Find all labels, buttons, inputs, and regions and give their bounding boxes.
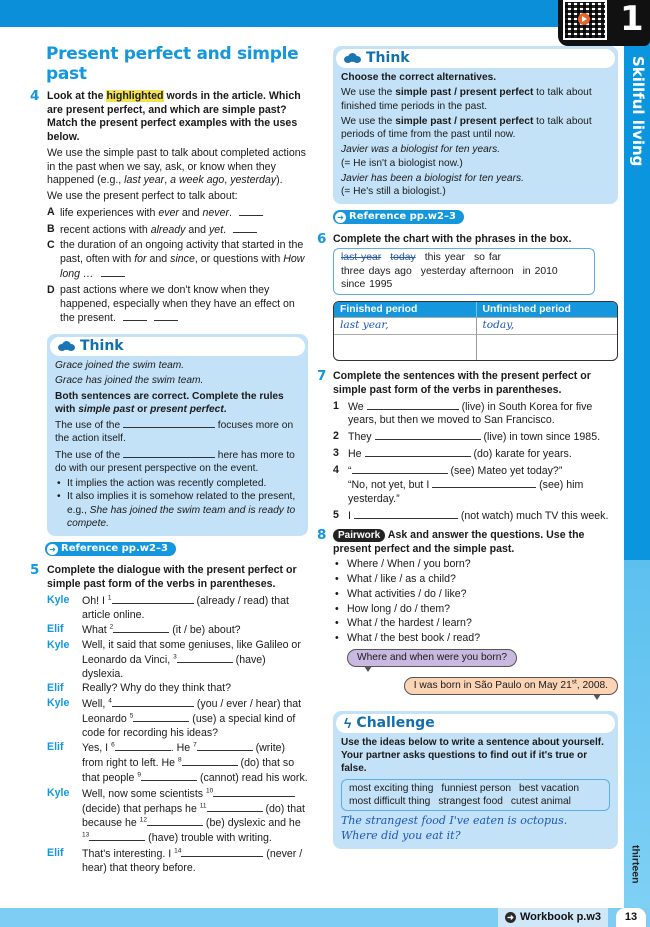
text: to talk about finished time periods in the past. bbox=[341, 87, 592, 112]
idea-item: best vacation bbox=[519, 782, 580, 794]
item-label: B bbox=[47, 222, 55, 235]
text: (cannot) read his work. bbox=[197, 772, 308, 785]
text: We use the bbox=[341, 87, 396, 99]
dialogue-line bbox=[82, 697, 308, 740]
item-number: 3 bbox=[333, 446, 339, 459]
text: yet bbox=[209, 223, 224, 236]
blank-number: 12 bbox=[139, 816, 147, 824]
text: (see) Mateo yet today?” bbox=[447, 464, 563, 477]
play-icon[interactable] bbox=[578, 13, 590, 25]
text: (do) that so that people bbox=[82, 757, 295, 785]
example-note: (= He's still a biologist.) bbox=[341, 186, 446, 197]
example-note: (= He isn't a biologist now.) bbox=[341, 157, 463, 169]
think-header bbox=[50, 337, 305, 356]
answer-blank[interactable] bbox=[112, 697, 194, 707]
text: (do) that because he bbox=[82, 802, 305, 830]
answer-blank[interactable] bbox=[154, 311, 178, 321]
text: I bbox=[348, 510, 354, 522]
right-column bbox=[317, 46, 618, 849]
answer-blank[interactable] bbox=[133, 712, 189, 722]
text: ). bbox=[276, 174, 283, 187]
text: , or questions with bbox=[194, 253, 284, 266]
answer-blank[interactable] bbox=[141, 771, 197, 781]
phrase-box bbox=[333, 248, 595, 295]
item-label: A bbox=[47, 205, 55, 218]
exercise-number: 8 bbox=[317, 526, 327, 543]
text: Grace joined the swim team. bbox=[55, 360, 185, 372]
text: How long … bbox=[60, 253, 305, 280]
text: or bbox=[134, 403, 151, 415]
text: and bbox=[185, 223, 209, 236]
sentence-item bbox=[333, 430, 618, 445]
answer-blank[interactable] bbox=[207, 802, 263, 812]
text: to talk about periods of time from the past until now. bbox=[341, 115, 592, 140]
exercise-instructions: Complete the chart with the phrases in the box. bbox=[333, 232, 572, 245]
bubble-tail bbox=[364, 666, 372, 672]
idea-item: strangest food bbox=[438, 796, 503, 808]
text: since bbox=[170, 253, 195, 266]
answer-blank[interactable] bbox=[365, 447, 471, 457]
exercise-number: 4 bbox=[30, 87, 40, 104]
dialogue-line bbox=[82, 639, 308, 681]
text: We use the simple past to talk about completed actions in the past when we say, ask, or know when they happened (e.g., bbox=[47, 146, 306, 187]
text: yesterday bbox=[230, 174, 277, 187]
text: , 2008. bbox=[576, 679, 608, 691]
dialogue-line bbox=[82, 682, 308, 696]
exercise-instructions bbox=[333, 529, 618, 557]
bubble-tail bbox=[593, 694, 601, 700]
text: Javier has been a biologist for ten years. bbox=[341, 172, 524, 184]
challenge-instructions: Use the ideas below to write a sentence about yourself. Your partner asks questions to find out if it's true or false. bbox=[341, 736, 604, 774]
bullet-item bbox=[55, 490, 300, 530]
text: Oh! I bbox=[82, 594, 108, 607]
lightning-icon: ϟ bbox=[344, 715, 352, 732]
column-header: Finished period bbox=[334, 302, 476, 318]
idea-item: cutest animal bbox=[510, 796, 571, 808]
text: . bbox=[223, 223, 227, 236]
reference-label: Reference pp.w2–3 bbox=[349, 211, 456, 223]
unit-number: 1 bbox=[620, 0, 644, 39]
text: (already / read) that article online. bbox=[82, 594, 289, 621]
rule-2 bbox=[55, 448, 300, 476]
think-header bbox=[336, 49, 615, 68]
text: I was born in São Paulo on May 21 bbox=[413, 679, 572, 691]
sentence-item bbox=[333, 447, 618, 462]
exercise-8 bbox=[317, 526, 618, 701]
chart-cell[interactable]: today, bbox=[476, 317, 618, 334]
exercise-number: 6 bbox=[317, 230, 327, 247]
answer-blank[interactable] bbox=[352, 464, 448, 474]
text: Ask and answer the questions. Use the present perfect and the simple past. bbox=[333, 528, 585, 555]
text: life experiences with bbox=[60, 206, 159, 219]
phrase: in 2010 bbox=[522, 265, 558, 277]
speech-bubbles bbox=[333, 649, 618, 701]
use-item bbox=[47, 239, 308, 281]
top-band bbox=[0, 0, 650, 27]
text: st bbox=[571, 678, 577, 686]
answer-blank[interactable] bbox=[123, 418, 215, 428]
answer-chart bbox=[333, 301, 618, 361]
item-label: C bbox=[47, 239, 55, 252]
text: a week ago bbox=[170, 174, 225, 187]
answer-blank[interactable] bbox=[123, 448, 215, 458]
text: simple past bbox=[78, 403, 135, 415]
phrase: three days ago bbox=[341, 265, 412, 277]
text: and bbox=[178, 206, 203, 219]
use-item bbox=[47, 284, 308, 326]
text: (live) in South Korea for five years, but then we moved to San Francisco. bbox=[348, 400, 593, 427]
text: (see) him yesterday.” bbox=[348, 479, 584, 506]
use-item bbox=[47, 223, 308, 238]
text: They bbox=[348, 431, 375, 444]
reference-label: Reference pp.w2–3 bbox=[61, 543, 168, 555]
text: (have) trouble with writing. bbox=[145, 832, 272, 845]
text: (you / ever / hear) that Leonardo bbox=[82, 698, 302, 725]
blank-number: 1 bbox=[107, 594, 112, 602]
text: (have) dyslexia. bbox=[82, 653, 266, 680]
reference-link[interactable] bbox=[45, 542, 176, 556]
text: “No, not yet, but I bbox=[348, 479, 433, 492]
thought-cloud-icon bbox=[344, 53, 361, 64]
rule-2 bbox=[341, 115, 610, 142]
text: Well, it said that some geniuses, like Galileo or Leonardo da Vinci, bbox=[82, 639, 301, 666]
item-label: D bbox=[47, 283, 55, 296]
text: for bbox=[134, 253, 147, 266]
example-question: Where did you eat it? bbox=[341, 829, 461, 843]
section-title: Present perfect and simple past bbox=[46, 44, 299, 85]
exercise-number: 5 bbox=[30, 562, 40, 579]
speech-bubble-answer bbox=[404, 677, 618, 695]
workbook-link[interactable] bbox=[498, 908, 608, 927]
speaker-name: Kyle bbox=[47, 593, 70, 606]
item-number: 4 bbox=[333, 463, 339, 476]
blank-number: 13 bbox=[82, 831, 90, 839]
phrase: last year bbox=[341, 252, 382, 264]
chart-cell[interactable] bbox=[334, 334, 476, 360]
text: Javier was a biologist for ten years. bbox=[341, 144, 501, 156]
blank-number: 4 bbox=[108, 697, 112, 705]
question-list bbox=[333, 558, 618, 646]
speaker-name: Elif bbox=[47, 623, 64, 636]
text: “ bbox=[348, 464, 352, 477]
left-column bbox=[30, 44, 308, 876]
answer-blank[interactable] bbox=[101, 267, 125, 277]
text: (use) a special kind of code for recording his ideas? bbox=[82, 712, 296, 739]
answer-blank[interactable] bbox=[89, 831, 145, 841]
chart-cell[interactable] bbox=[476, 334, 618, 360]
answer-blank[interactable] bbox=[181, 847, 263, 857]
text: What bbox=[82, 624, 110, 637]
text: and bbox=[146, 253, 171, 266]
blank-number: 10 bbox=[206, 787, 214, 795]
text: , bbox=[164, 174, 171, 187]
exercise-instructions: Complete the sentences with the present perfect or simple past form of the verbs in parentheses. bbox=[333, 370, 591, 396]
answer-blank[interactable] bbox=[367, 400, 459, 410]
dialogue-line bbox=[82, 741, 308, 785]
arrow-right-icon: ➜ bbox=[47, 544, 58, 555]
challenge-label: Challenge bbox=[356, 715, 435, 732]
exercise-number: 7 bbox=[317, 368, 327, 385]
text: . bbox=[223, 403, 227, 415]
text: We use the bbox=[341, 115, 396, 127]
think-instructions: Choose the correct alternatives. bbox=[341, 72, 497, 83]
sentence-item bbox=[333, 464, 618, 507]
bullet-item: • It implies the action was recently completed. bbox=[55, 477, 300, 490]
dialogue-line bbox=[82, 847, 308, 876]
text: Well, bbox=[82, 698, 109, 711]
item-number: 1 bbox=[333, 399, 339, 412]
text: Look at the bbox=[47, 89, 107, 102]
text: here has more to do with our present perspective on the event. bbox=[55, 449, 295, 474]
exercise-7 bbox=[317, 368, 618, 524]
dialogue-line bbox=[82, 623, 308, 638]
use-item bbox=[47, 206, 308, 221]
text: Yes, I bbox=[82, 742, 112, 755]
speaker-name: Kyle bbox=[47, 639, 70, 652]
blank-number: 8 bbox=[177, 756, 182, 764]
idea-item: most difficult thing bbox=[349, 796, 431, 808]
text: last year bbox=[124, 174, 165, 187]
text: recent actions with bbox=[60, 223, 151, 236]
blank-number: 2 bbox=[109, 623, 114, 631]
text: We bbox=[348, 400, 367, 413]
text: (write) from right to left. He bbox=[82, 742, 286, 770]
exercise-5 bbox=[30, 564, 308, 876]
page-number: 13 bbox=[616, 908, 646, 927]
example-sentence bbox=[341, 172, 610, 185]
question-item: • What / the best book / read? bbox=[333, 632, 618, 646]
blank-number: 14 bbox=[174, 847, 182, 855]
pairwork-badge: Pairwork bbox=[333, 529, 385, 542]
arrow-right-icon: ➜ bbox=[335, 212, 346, 223]
challenge-header bbox=[336, 714, 615, 733]
text: (live) in town since 1985. bbox=[480, 431, 601, 444]
answer-blank[interactable] bbox=[354, 509, 458, 519]
answer-blank[interactable] bbox=[233, 223, 257, 233]
exercise-4 bbox=[30, 87, 308, 557]
text: Both sentences are correct. Complete the rules with bbox=[55, 390, 284, 415]
text: He bbox=[348, 447, 365, 460]
think-label: Think bbox=[366, 50, 410, 67]
text: . He bbox=[170, 742, 194, 755]
text: Grace has joined the swim team. bbox=[55, 375, 204, 387]
speaker-name: Kyle bbox=[47, 786, 70, 799]
exercise-6 bbox=[317, 230, 618, 362]
exercise-instructions bbox=[47, 90, 308, 145]
blank-number: 5 bbox=[129, 712, 134, 720]
phrase: so far bbox=[473, 252, 501, 264]
text: the duration of an ongoing activity that started in the past, often with bbox=[60, 239, 304, 266]
dialogue-line bbox=[82, 787, 308, 846]
text: (be) dyslexic and he bbox=[202, 817, 301, 830]
text: (decide) that perhaps he bbox=[82, 802, 200, 815]
answer-blank[interactable] bbox=[375, 430, 481, 440]
think-label: Think bbox=[80, 338, 124, 355]
chart-cell[interactable]: last year, bbox=[334, 317, 476, 334]
answer-blank[interactable] bbox=[239, 206, 263, 216]
text: already bbox=[150, 223, 186, 236]
answer-blank[interactable] bbox=[112, 594, 194, 604]
question-item: • What / like / as a child? bbox=[333, 573, 618, 587]
text: ever bbox=[158, 206, 179, 219]
rule-simple-past bbox=[47, 147, 308, 188]
reference-link[interactable] bbox=[333, 210, 464, 224]
think-instructions bbox=[55, 390, 300, 417]
arrow-right-icon: ➜ bbox=[505, 912, 516, 923]
text: (do) karate for years. bbox=[470, 447, 572, 460]
phrase: yesterday afternoon bbox=[420, 265, 514, 277]
blank-number: 7 bbox=[193, 741, 197, 749]
think-box bbox=[333, 46, 618, 204]
dialogue bbox=[47, 594, 308, 877]
text: (never / hear) that theory before. bbox=[82, 847, 303, 874]
think-box bbox=[47, 334, 308, 536]
alternatives[interactable]: simple past / present perfect bbox=[395, 115, 534, 127]
thought-cloud-icon bbox=[58, 341, 75, 352]
question-item: • Where / When / you born? bbox=[333, 558, 618, 572]
blank-number: 11 bbox=[199, 802, 207, 810]
answer-blank[interactable] bbox=[182, 756, 238, 766]
ideas-box bbox=[341, 779, 610, 812]
text: Really? Why do they think that? bbox=[82, 682, 231, 695]
text: Where and when were you born? bbox=[357, 651, 508, 663]
workbook-label: Workbook p.w3 bbox=[519, 911, 602, 924]
text: The use of the bbox=[55, 449, 123, 461]
blank-number: 9 bbox=[137, 771, 141, 779]
answer-blank[interactable] bbox=[432, 478, 536, 488]
text: She has joined the swim team and is ready to compete. bbox=[67, 504, 296, 529]
item-number: 2 bbox=[333, 430, 339, 443]
text: The use of the bbox=[55, 420, 123, 432]
unit-title: Skillful living bbox=[628, 56, 647, 167]
text: focuses more on the action itself. bbox=[55, 420, 294, 445]
rule-1 bbox=[341, 86, 610, 113]
speaker-name: Kyle bbox=[47, 697, 70, 710]
phrase: today bbox=[390, 252, 416, 264]
example-sentence bbox=[55, 359, 300, 372]
example-sentence bbox=[341, 143, 610, 156]
text: Well, now some scientists bbox=[82, 787, 207, 800]
question-item: • What activities / do / like? bbox=[333, 588, 618, 602]
rule-bullets bbox=[55, 477, 300, 530]
text: That's interesting. I bbox=[82, 847, 175, 860]
text: past actions where we don't know when they happened, especially when they have an effect on the present. bbox=[60, 283, 295, 325]
answer-blank[interactable] bbox=[123, 311, 147, 321]
blank-number: 3 bbox=[173, 653, 177, 661]
example-sentence bbox=[55, 374, 300, 387]
text: (not watch) much TV this week. bbox=[457, 510, 609, 522]
exercise-instructions: Complete the dialogue with the present perfect or simple past form of the verbs in parentheses. bbox=[47, 564, 297, 591]
text: It also implies it is somehow related to the present, e.g., bbox=[67, 491, 296, 516]
answer-blank[interactable] bbox=[197, 741, 253, 751]
speaker-name: Elif bbox=[47, 846, 64, 859]
text: . bbox=[229, 206, 232, 219]
answer-blank[interactable] bbox=[115, 741, 171, 751]
answer-blank[interactable] bbox=[113, 623, 169, 633]
phrase: since 1995 bbox=[341, 279, 393, 291]
example-answer: The strangest food I've eaten is octopus. bbox=[341, 814, 568, 828]
speaker-name: Elif bbox=[47, 741, 64, 754]
answer-blank[interactable] bbox=[213, 787, 295, 797]
column-header: Unfinished period bbox=[476, 302, 618, 318]
idea-item: funniest person bbox=[441, 782, 512, 794]
alternatives[interactable]: simple past / present perfect bbox=[395, 87, 534, 99]
text: words in the article. Which are present perfect, and which are simple past? Match the present perfect examples with the uses below. bbox=[47, 89, 301, 144]
text: never bbox=[202, 206, 230, 219]
highlighted-word: highlighted bbox=[106, 89, 164, 102]
answer-blank[interactable] bbox=[147, 816, 203, 826]
speech-bubble-question bbox=[347, 649, 517, 667]
page-number-word: thirteen bbox=[629, 845, 642, 884]
text: (it / be) about? bbox=[169, 624, 241, 637]
item-number: 5 bbox=[333, 509, 339, 521]
phrase: this year bbox=[424, 252, 465, 264]
sentence-item bbox=[333, 509, 618, 524]
blank-number: 6 bbox=[111, 741, 115, 749]
challenge-box bbox=[333, 711, 618, 849]
idea-item: most exciting thing bbox=[349, 782, 434, 794]
dialogue-line bbox=[82, 594, 308, 623]
speaker-name: Elif bbox=[47, 682, 64, 695]
text: , bbox=[224, 174, 231, 187]
question-item: • How long / do / them? bbox=[333, 603, 618, 617]
question-item: • What / the hardest / learn? bbox=[333, 617, 618, 631]
rule-1 bbox=[55, 418, 300, 446]
text: present perfect bbox=[150, 403, 224, 415]
sentence-item bbox=[333, 400, 618, 429]
rule-present-perfect: We use the present perfect to talk about: bbox=[47, 190, 238, 203]
answer-blank[interactable] bbox=[177, 653, 233, 663]
